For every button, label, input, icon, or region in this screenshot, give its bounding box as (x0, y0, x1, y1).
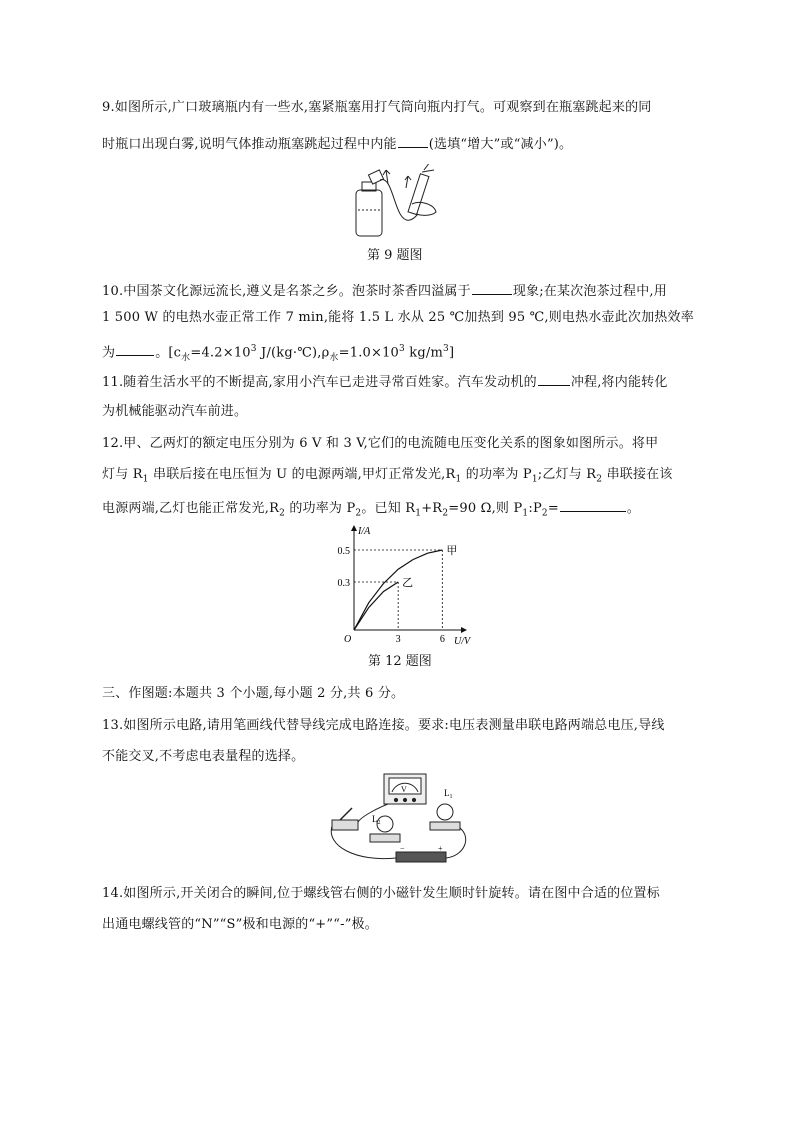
q12-sub: 1 (522, 508, 529, 519)
voltmeter-terminal (403, 798, 406, 801)
x-axis-label: U/V (454, 636, 471, 647)
q10-sup-2: 3 (399, 344, 405, 354)
q12-sub: 2 (442, 508, 449, 519)
q9-answer-blank (398, 135, 428, 148)
voltmeter-terminal (394, 798, 397, 801)
q12-text-d: ;乙灯与 R (537, 467, 597, 482)
q12-text-m: 。 (626, 501, 641, 516)
q13-line1: 13.如图所示电路,请用笔画线代替导线完成电路连接。要求:电压表测量串联电路两端总电压,导线 (102, 718, 665, 733)
q12-text-i: +R (421, 501, 443, 516)
y-tick-label: 0.5 (337, 546, 350, 557)
q12-line1: 12.甲、乙两灯的额定电压分别为 6 V 和 3 V,它们的电流随电压变化关系的图象如图所示。将甲 (102, 436, 659, 451)
q11-text-b: 冲程,将内能转化 (570, 375, 668, 390)
q12-line2 (102, 467, 673, 488)
q10-text-h: kg/m (404, 345, 444, 361)
q9-line1: 9.如图所示,广口玻璃瓶内有一些水,塞紧瓶塞用打气筒向瓶内打气。可观察到在瓶塞跳起来的同 (102, 100, 652, 115)
q12-sub: 2 (355, 508, 362, 519)
q10-sup-1: 3 (250, 344, 257, 354)
q12-text-f: 电源两端,乙灯也能正常发光,R (102, 501, 280, 516)
q12-sub: 2 (279, 508, 285, 519)
q11-text-a: 11.随着生活水平的不断提高,家用小汽车已走进寻常百姓家。汽车发动机的 (102, 375, 537, 390)
q12-caption: 第 12 题图 (368, 654, 432, 669)
voltmeter-label: V (401, 785, 407, 794)
q10-text-i: ] (448, 345, 455, 361)
q10-sub-water-1: 水 (181, 352, 191, 363)
q12-sub: 2 (596, 474, 603, 485)
q12-sub: 1 (531, 474, 538, 485)
q10-text-e: =4.2×10 (190, 345, 251, 361)
battery-plus: + (438, 844, 443, 853)
x-tick-label: 3 (395, 634, 401, 645)
q11-line2: 为机械能驱动汽车前进。 (102, 404, 248, 419)
current-voltage-chart (322, 522, 472, 648)
q10-blank-1 (472, 282, 512, 295)
voltmeter-terminal (412, 798, 415, 801)
q12-text-a: 灯与 R (102, 467, 143, 482)
q11-blank (538, 373, 570, 386)
q10-text-c: 为 (102, 345, 116, 361)
q10-text-g: =1.0×10 (338, 345, 400, 361)
q9-line2 (102, 135, 572, 153)
q10-text-b: 现象;在某次泡茶过程中,用 (512, 284, 667, 299)
q12-text-k: :P (528, 501, 542, 516)
q10-sub-water-2: 水 (329, 352, 339, 363)
q12-text-h: 。已知 R (361, 501, 416, 516)
q12-sub: 1 (455, 474, 462, 485)
q12-sub: 2 (541, 508, 548, 519)
q10-text-a: 10.中国茶文化源远流长,遵义是名茶之乡。泡茶时茶香四溢属于 (102, 284, 471, 299)
origin-label: O (344, 634, 352, 645)
series-label: 甲 (446, 545, 458, 557)
q12-text-e: 串联接在该 (602, 467, 673, 482)
bottle-body (356, 190, 382, 236)
q13-line2: 不能交叉,不考虑电表量程的选择。 (102, 749, 305, 764)
q12-sub: 1 (415, 508, 422, 519)
q12-text-j: =90 Ω,则 P (448, 501, 523, 516)
series-label: 乙 (402, 577, 414, 589)
q10-sup-3: 3 (443, 344, 449, 354)
q12-sub: 1 (142, 474, 149, 485)
q10-blank-2 (116, 343, 154, 356)
q14-line2: 出通电螺线管的“N”“S”极和电源的“+”“-”极。 (102, 917, 378, 932)
pump-handle (422, 164, 434, 172)
lamp-l1-base (430, 822, 460, 830)
q10-line3 (102, 341, 454, 366)
lamp-l2-base (370, 834, 400, 842)
lamp-l1-bulb (437, 804, 453, 820)
q12-line3 (102, 499, 640, 522)
q10-text-f: J/(kg·℃),ρ (256, 345, 330, 361)
q12-text-l: = (547, 501, 559, 516)
x-tick-label: 6 (439, 634, 445, 645)
q12-text-b: 串联后接在电压恒为 U 的电源两端,甲灯正常发光,R (148, 467, 456, 482)
q12-text-c: 的功率为 P (461, 467, 532, 482)
q9-caption: 第 9 题图 (367, 248, 423, 263)
q10-line1 (102, 282, 667, 300)
q10-text-d: 。[c (155, 345, 182, 361)
bottle-pump-figure (350, 164, 446, 240)
q12-answer-blank (560, 499, 626, 512)
q11-line1 (102, 373, 668, 391)
chart-guides (354, 550, 442, 630)
section-3-heading: 三、作图题:本题共 3 个小题,每小题 2 分,共 6 分。 (102, 686, 405, 701)
l2-label: $L_2$ (372, 814, 381, 826)
switch-base (332, 820, 358, 830)
battery-pack (396, 852, 446, 862)
push-arrow (405, 176, 411, 188)
wire-2 (446, 828, 466, 858)
circuit-figure (326, 772, 476, 864)
l1-label: $L_1$ (444, 788, 453, 800)
battery-minus: − (400, 844, 405, 853)
q12-text-g: 的功率为 P (285, 501, 356, 516)
q9-text-b: (选填“增大”或“减小”)。 (428, 137, 573, 152)
series-line-yi (354, 582, 398, 630)
q10-line2: 1 500 W 的电热水壶正常工作 7 min,能将 1.5 L 水从 25 ℃加热到 95 ℃,则电热水壶此次加热效率 (102, 310, 694, 325)
q9-text-a: 时瓶口出现白雾,说明气体推动瓶塞跳起过程中内能 (102, 137, 397, 152)
chart-labels (338, 526, 473, 647)
y-tick-label: 0.3 (337, 578, 350, 589)
q14-line1: 14.如图所示,开关闭合的瞬间,位于螺线管右侧的小磁针发生顺时针旋转。请在图中合适的位置标 (102, 886, 660, 901)
y-axis-label: I/A (358, 526, 371, 537)
switch-lever (340, 808, 352, 820)
